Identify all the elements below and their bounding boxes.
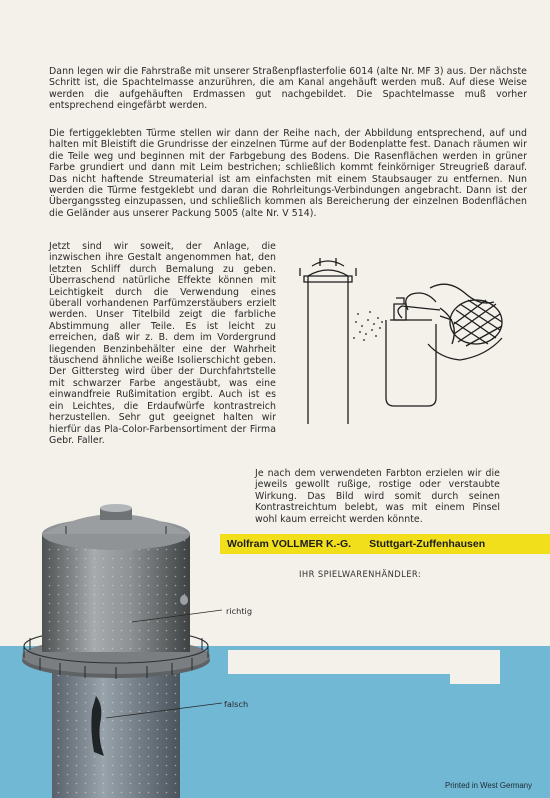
paragraph-road-foil: Dann legen wir die Fahrstraße mit unserer Straßenpflasterfolie 6014 (alte Nr. MF 3) aus. Der nächste Schritt ist, die Spachtelmasse anzurühren, die am Kanal angehäuft werden muß. Auf diese Weise werden die aufgehäuften Erdmassen gut nachgebildet. Die Spachtelmasse muß vorher entsprechend eingefärbt werden. [49, 66, 527, 112]
label-wrong: falsch [224, 699, 249, 709]
tower-photo [0, 500, 550, 798]
dealer-label: IHR SPIELWARENHÄNDLER: [299, 569, 422, 579]
spray-illustration [290, 248, 506, 426]
paragraph-towers: Die fertiggeklebten Türme stellen wir dann der Reihe nach, der Abbildung entsprechend, auf und halten mit Bleistift die Grundrisse der einzelnen Türme auf der Bodenplatte fest. Danach räumen wir die Teile weg und beginnen mit der Farbgebung des Bodens. Die Rasenflächen werden in grüner Farbe grundiert und dann mit Leim bestrichen; schließlich kommt feinkörniger Streugrieß darauf. Das nicht haftende Streumaterial ist am einfachsten mit einem Staubsauger zu entfernen. Nun werden die Türme festgeklebt und daran die Rohrleitungs-Verbindungen angebracht. Dann ist der Übergangssteg einzupassen, und schließlich kommen als Bereicherung der einzelnen Bodenflächen die Geländer aus unserer Packung 5005 (alte Nr. V 514). [49, 128, 527, 219]
paragraph-color-effect: Je nach dem verwendeten Farbton erzielen wir die jeweils gewollt rußige, rostige oder verstaubte Wirkung. Das Bild wird somit durch seinen Kontrastreichtum belebt, was mit einem Pinsel wohl kaum erreicht werden könnte. [255, 468, 500, 525]
label-correct: richtig [226, 606, 253, 616]
vendor-name: Wolfram VOLLMER K.-G. [227, 538, 352, 550]
vendor-city: Stuttgart-Zuffenhausen [369, 538, 486, 550]
printed-in-footer: Printed in West Germany [445, 781, 532, 790]
paragraph-painting: Jetzt sind wir soweit, der Anlage, die inzwischen ihre Gestalt angenommen hat, den letzten Schliff durch Bemalung zu geben. Überraschend natürliche Effekte können mit Leichtigkeit durch die Verwendung eines überall vorhandenen Parfümzerstäubers erzielt werden. Unser Titelbild zeigt die farbliche Abstimmung aller Teile. Es ist leicht zu erreichen, daß wir z. B. dem im Vordergrund liegenden Benzinbehälter eine der Wahrheit täuschend ähnliche weiße Isolierschicht geben. Der Gittersteg wird über der Durchfahrtstelle mit schwarzer Farbe angestäubt, was eine einwandfreie Rußimitation ergibt. Auch ist es ein Leichtes, die Erdaufwürfe kontrastreich herzustellen. Sehr gut geeignet halten wir hierfür das Pla-Color-Farbensortiment der Firma Gebr. Faller. [49, 241, 276, 446]
